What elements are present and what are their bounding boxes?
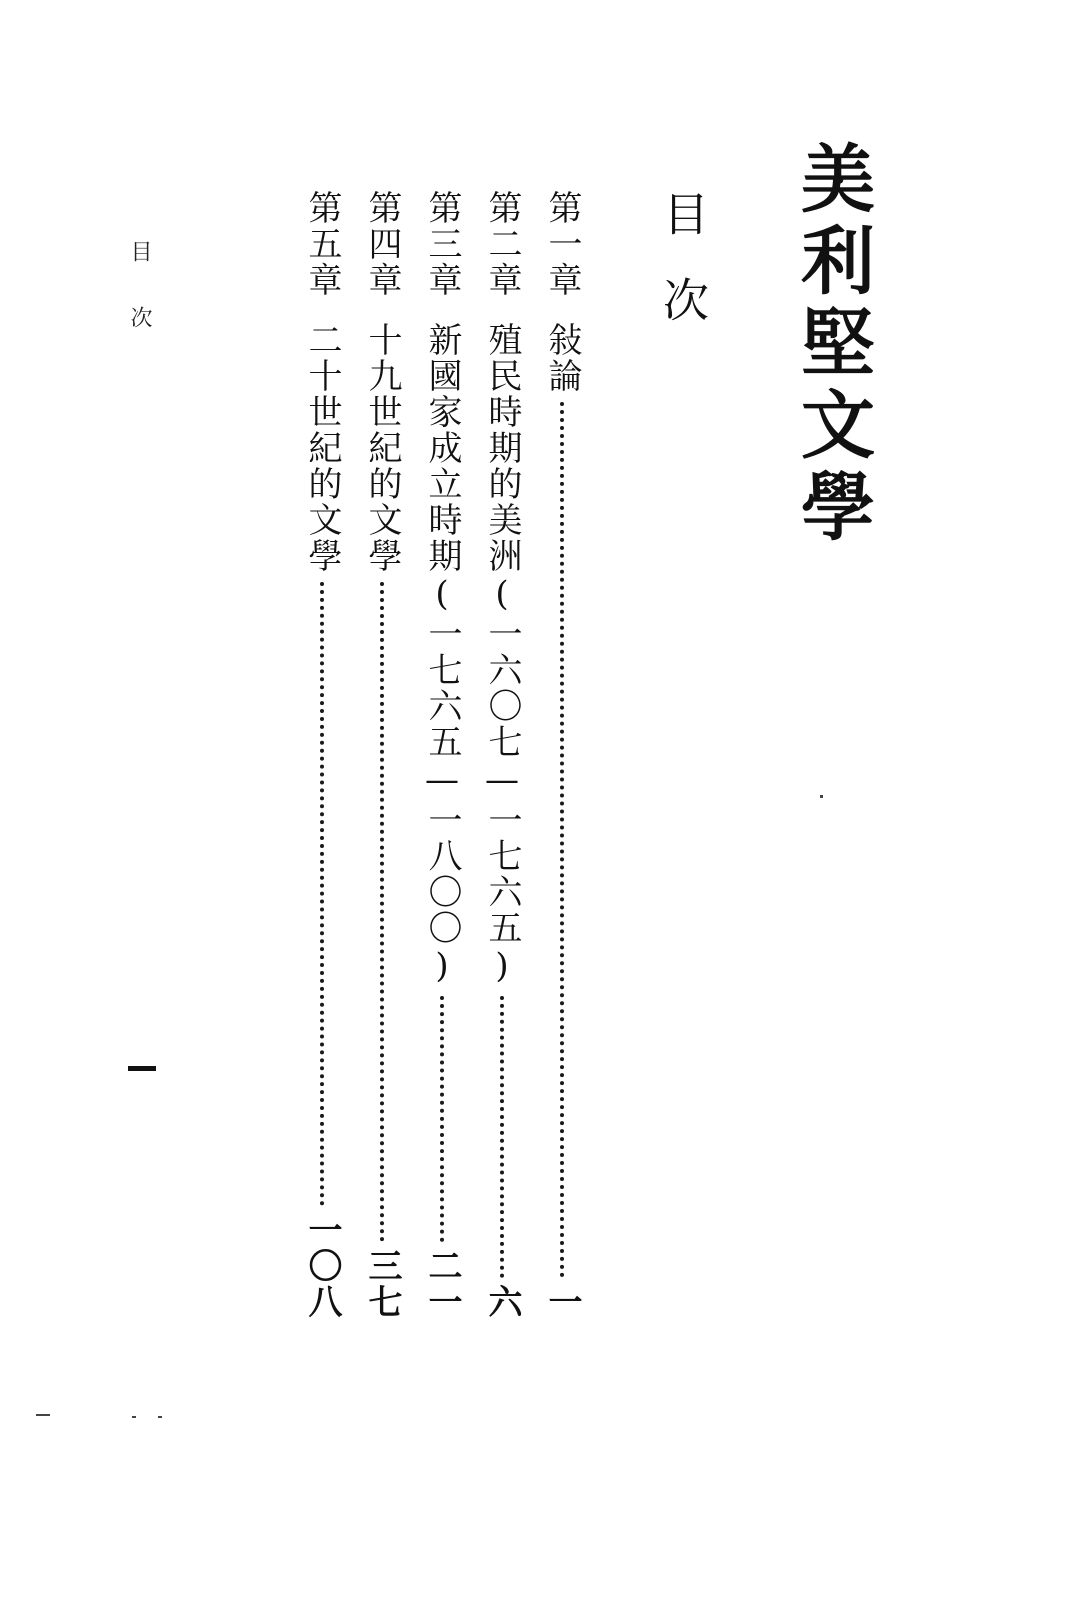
chapter-number: 第一章 [542,190,582,298]
page-number: 二一 [422,1248,462,1320]
toc-entry-3[interactable] [420,190,464,1320]
page-number: 三七 [362,1248,402,1320]
toc-entry-5[interactable] [300,190,344,1320]
scan-speck [132,1416,136,1418]
book-title: 美利堅文學 [789,140,875,550]
scan-speck [158,1416,162,1418]
chapter-number: 第四章 [362,190,402,298]
chapter-title: 新國家成立時期(一七六五—一八〇〇) [420,322,464,994]
chapter-title: 殖民時期的美洲(一六〇七—一七六五) [480,322,524,994]
page-number: 六 [482,1284,522,1320]
dot-leader [500,996,504,1278]
toc-heading: 目次 [656,190,710,362]
scan-speck [36,1414,50,1416]
chapter-number: 第五章 [302,190,342,298]
dot-leader [560,402,564,1278]
chapter-title: 敍論 [540,322,584,400]
running-head: 目次 [127,240,152,372]
dot-leader [440,996,444,1242]
chapter-title: 十九世紀的文學 [360,322,404,580]
dot-leader [380,582,384,1242]
chapter-title: 二十世紀的文學 [300,322,344,580]
page-number: 一〇八 [302,1212,342,1320]
toc-entry-1[interactable] [540,190,584,1320]
chapter-number: 第三章 [422,190,462,298]
folio-page-number [128,1066,156,1071]
page-number: 一 [542,1284,582,1320]
chapter-number: 第二章 [482,190,522,298]
toc-entry-4[interactable] [360,190,404,1320]
scan-speck [820,795,823,798]
dot-leader [320,582,324,1206]
toc-entry-2[interactable] [480,190,524,1320]
